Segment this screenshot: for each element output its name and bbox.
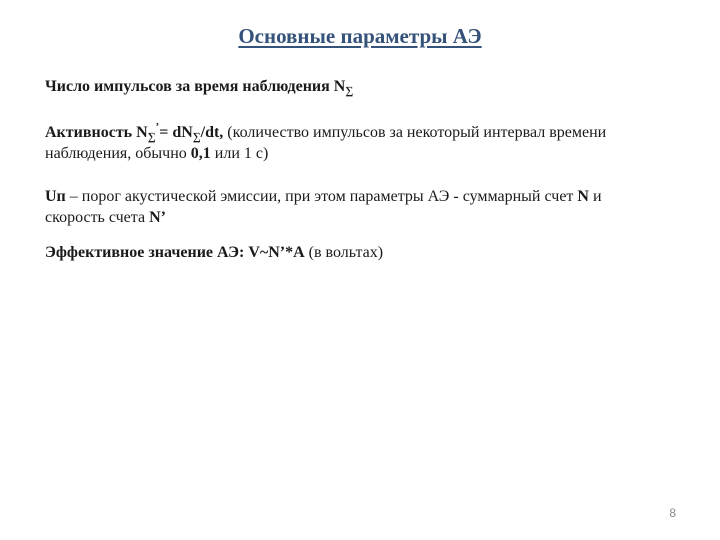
pulse-count-text: Число импульсов за время наблюдения N [45,78,346,95]
sigma-subscript: ∑ [345,85,354,97]
sigma-subscript: ∑ [147,131,156,143]
prime-superscript: ’ [155,121,160,133]
activity-label: Активность N [45,124,148,141]
page-number: 8 [669,506,676,520]
interval-value: 0,1 [190,145,211,162]
effective-value-unit: (в вольтах) [304,244,384,261]
paragraph-effective-value [45,242,665,263]
count-rate-symbol: N’ [149,209,166,226]
threshold-text: – порог акустической эмиссии, при этом параметры АЭ - суммарный счет [65,188,578,205]
formula-end: /dt, [200,124,224,141]
threshold-text-2: и скорость счета [45,188,602,226]
activity-tail: или 1 с) [210,145,269,162]
sigma-subscript: ∑ [192,131,201,143]
effective-value-label: Эффективное значение АЭ: V~N’*A [45,244,305,261]
paragraph-activity [45,122,665,164]
total-count-symbol: N [577,188,589,205]
slide-title: Основные параметры АЭ [238,24,482,48]
formula-mid: = dN [159,124,193,141]
paragraph-pulse-count [45,76,665,97]
paragraph-threshold [45,186,665,228]
threshold-label: Uп [45,188,66,205]
activity-description: (количество импульсов за некоторый интервал времени наблюдения, обычно [45,124,607,162]
